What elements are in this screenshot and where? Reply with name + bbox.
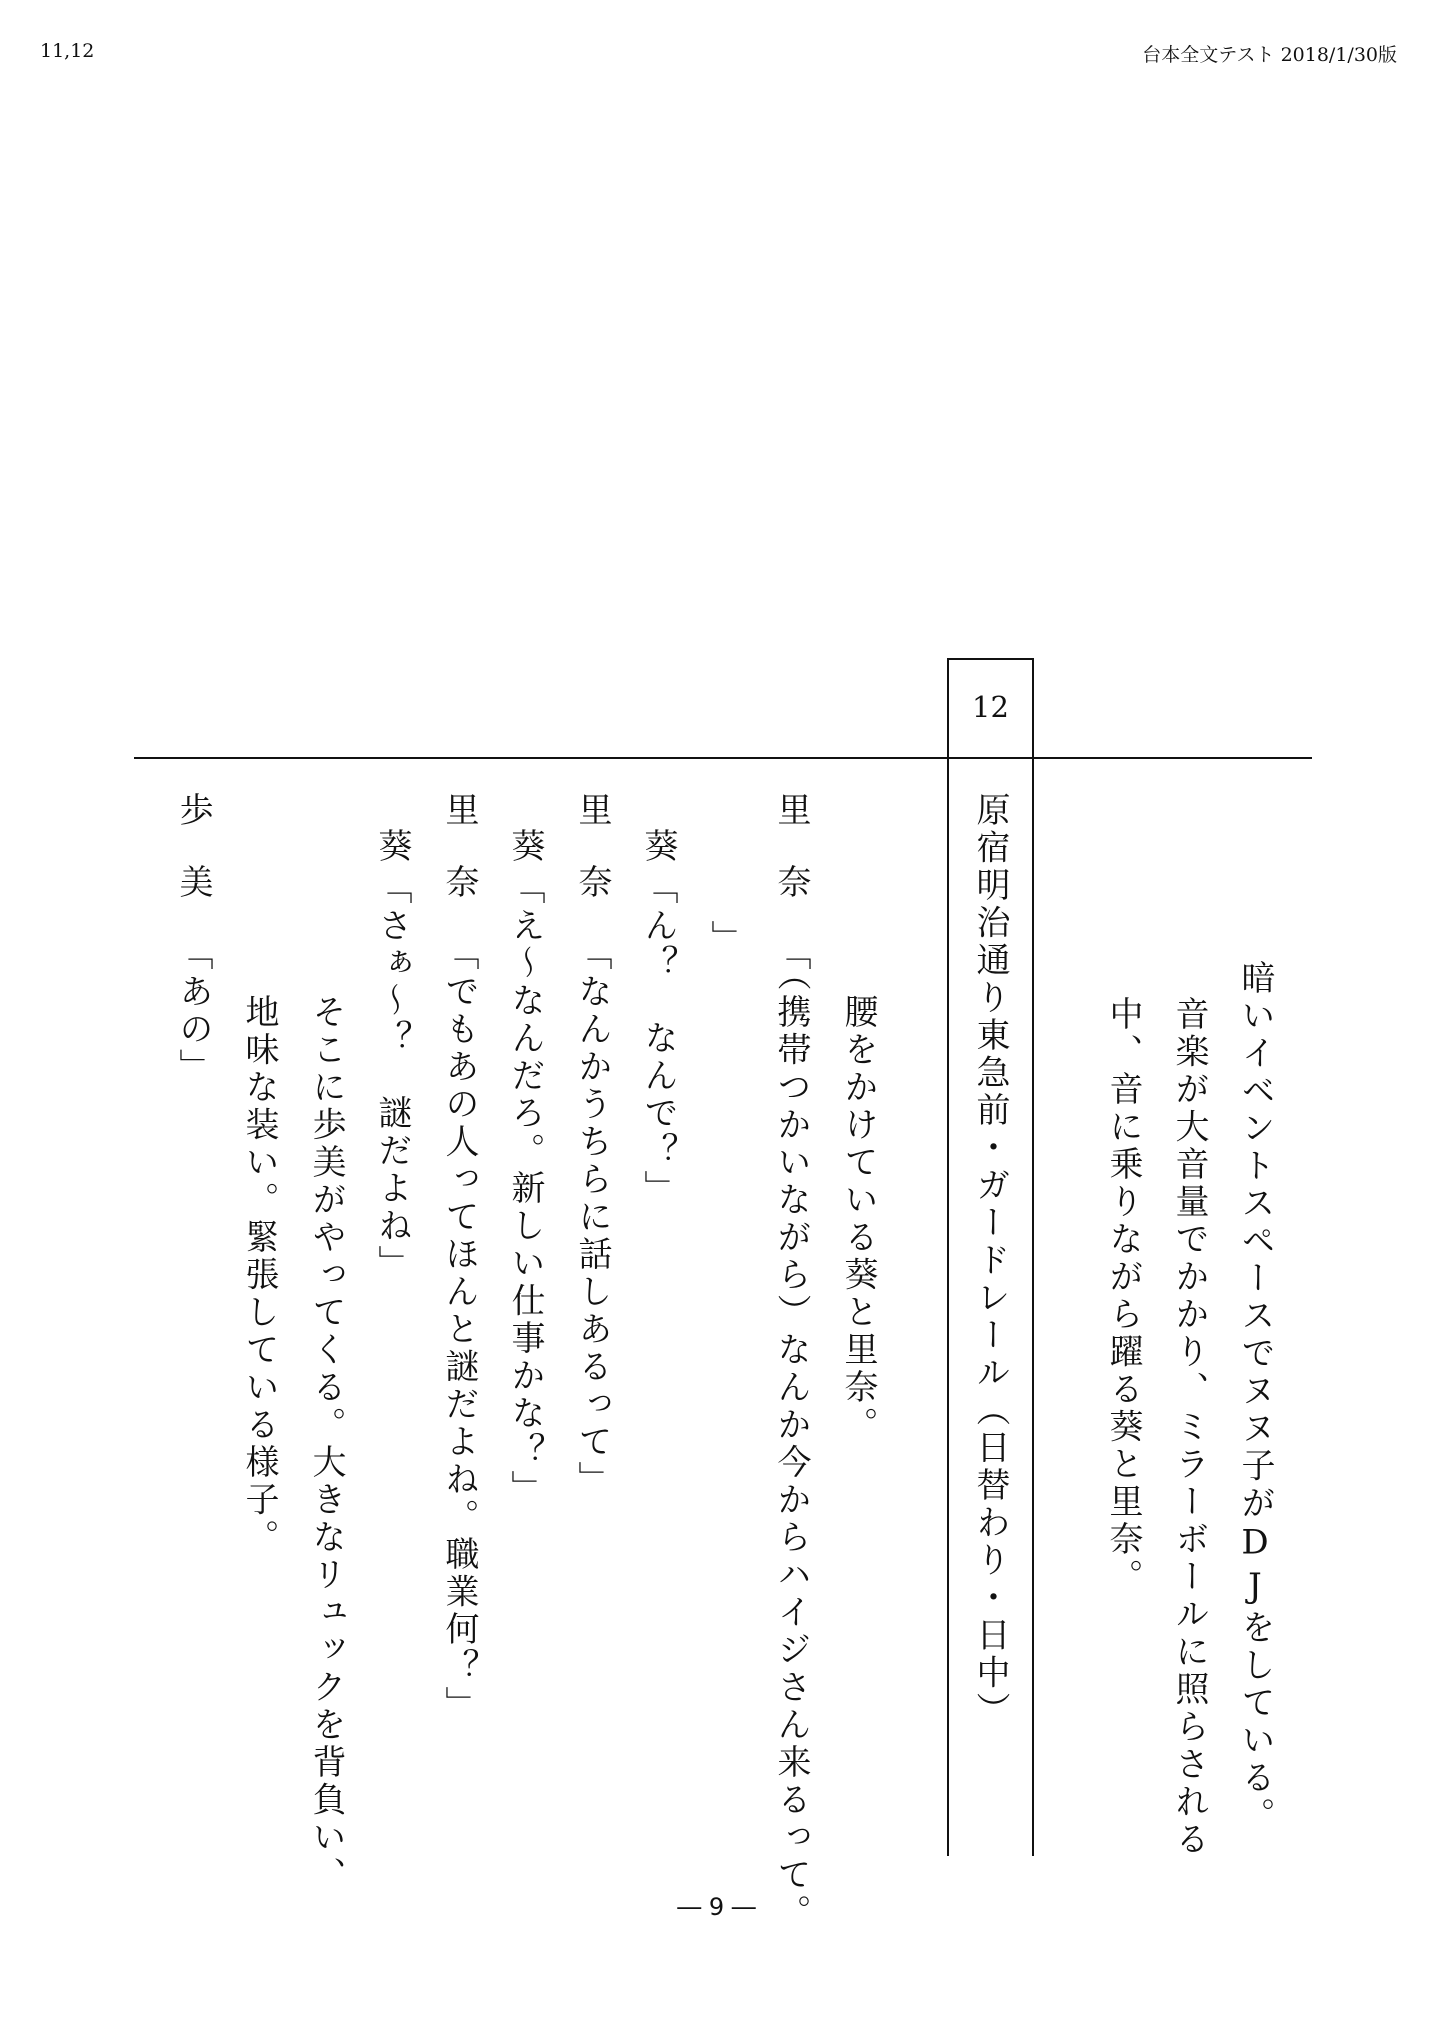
speaker-name: 里奈 <box>572 792 612 936</box>
dialogue-line-5 <box>439 792 479 1724</box>
dialogue-line-4 <box>505 828 545 1508</box>
stage-direction-1: 腰をかけている葵と里奈。 <box>838 994 878 1444</box>
scene-number: 12 <box>972 690 1009 724</box>
header-left: 11,12 <box>40 40 95 62</box>
dialogue-text: 「（携帯つかいながら）なんか今からハイジさん来るって。 <box>771 936 811 1932</box>
speaker-name: 里奈 <box>771 792 811 936</box>
dialogue-text: 「ん？ なんで？」 <box>638 870 678 1208</box>
dialogue-line-1 <box>771 792 811 1932</box>
page-number: ― 9 ― <box>677 1893 756 1921</box>
dialogue-text: 「さぁ～？ 謎だよね」 <box>372 870 412 1283</box>
speaker-name: 葵 <box>505 828 545 870</box>
speaker-name: 里奈 <box>439 792 479 936</box>
scene-box-right-line <box>1032 658 1034 1856</box>
dialogue-line-3 <box>572 792 612 1499</box>
prev-scene-line-1: 暗いイベントスペースでヌヌ子がDJをしている。 <box>1235 960 1275 1835</box>
dialogue-line-7 <box>173 792 213 1086</box>
speaker-name: 葵 <box>638 828 678 870</box>
stage-direction-3: 地味な装い。緊張している様子。 <box>239 994 279 1557</box>
dialogue-line-2 <box>638 828 678 1208</box>
dialogue-text: 「なんかうちらに話しあるって」 <box>572 936 612 1499</box>
dialogue-line-6 <box>372 828 412 1283</box>
speaker-name: 歩美 <box>173 792 213 936</box>
scene-box-left-line <box>947 658 949 1856</box>
scene-box-top <box>947 658 1034 660</box>
header-right: 台本全文テスト 2018/1/30版 <box>1142 44 1397 66</box>
horizontal-rule <box>134 757 1312 759</box>
prev-scene-line-2: 音楽が大音量でかかり、ミラーボールに照らされる <box>1169 996 1209 1859</box>
dialogue-text: 「え～なんだろ。新しい仕事かな？」 <box>505 870 545 1508</box>
scene-heading: 原宿明治通り東急前・ガードレール（日替わり・日中） <box>970 792 1010 1730</box>
prev-scene-line-3: 中、音に乗りながら躍る葵と里奈。 <box>1103 996 1143 1596</box>
dialogue-text: 「でもあの人ってほんと謎だよね。職業何？」 <box>439 936 479 1724</box>
dialogue-text: 「あの」 <box>173 936 213 1086</box>
stage-direction-2: そこに歩美がやってくる。大きなリュックを背負い、 <box>306 994 346 1894</box>
speaker-name: 葵 <box>372 828 412 870</box>
dialogue-continuation: 」 <box>705 920 745 958</box>
